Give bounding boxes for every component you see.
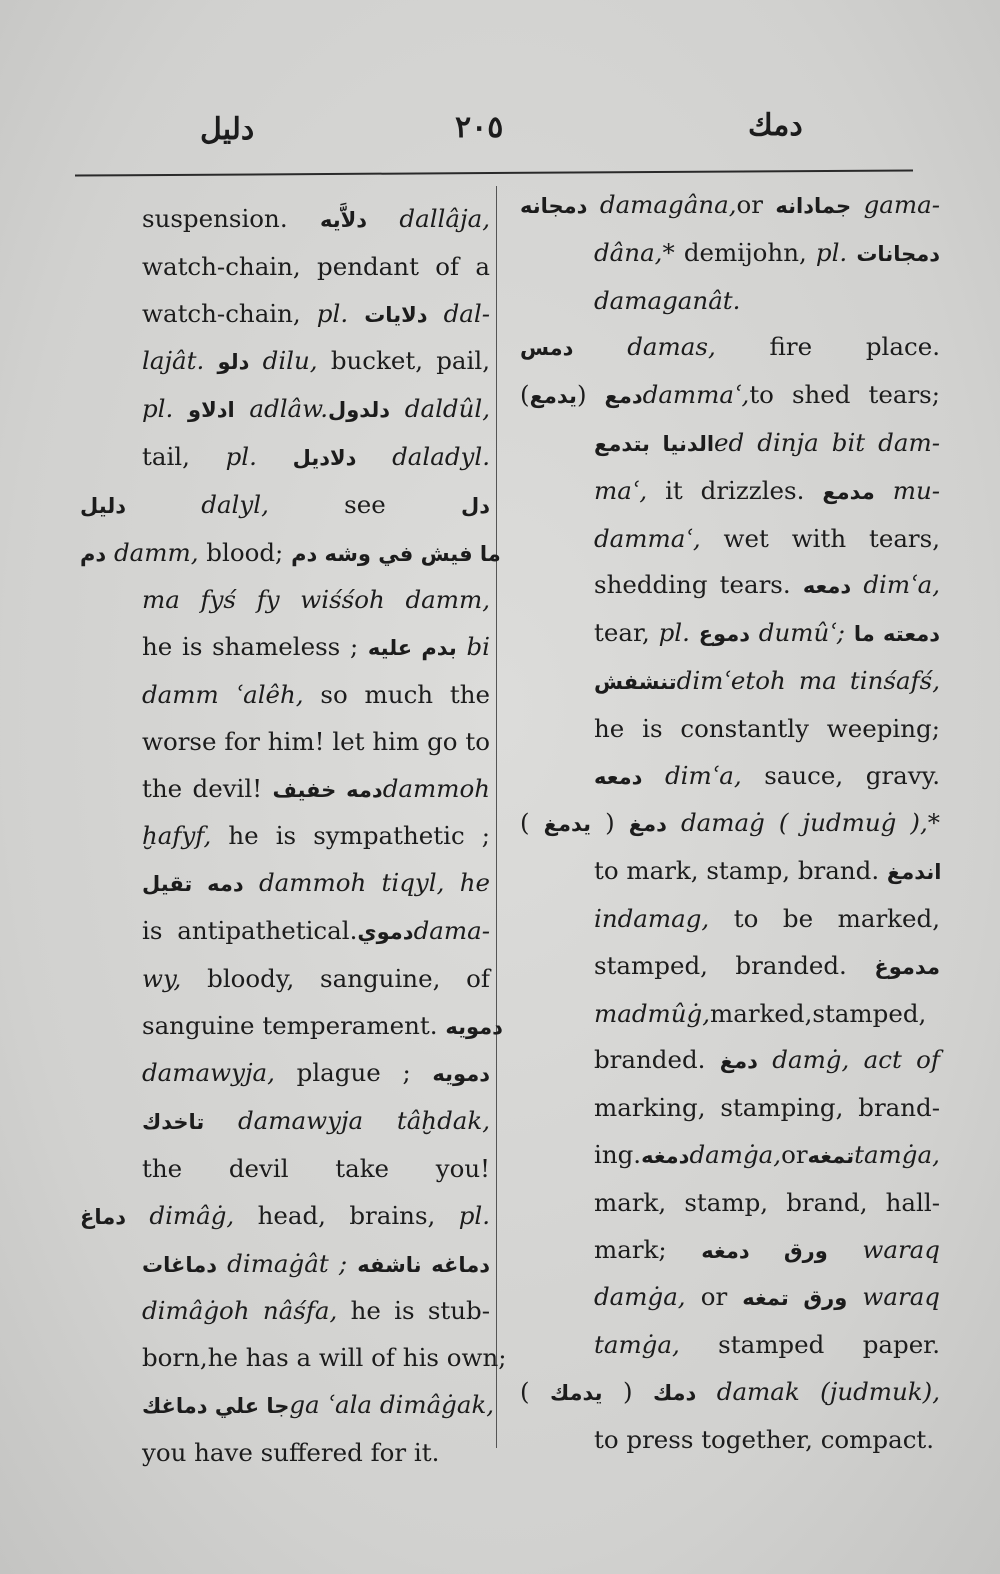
text-segment: tamġa, [854, 1139, 940, 1169]
text-segment: dâna,* [594, 237, 675, 267]
arabic-word: دمجانات [856, 241, 940, 266]
text-segment: damawyja, [142, 1058, 275, 1088]
text-segment: ( [591, 808, 629, 838]
header-left-guide-word: دليل [200, 112, 255, 147]
text-line [520, 420, 940, 468]
text-line [80, 860, 490, 908]
text-segment: ma fyś fy wiśśoh damm, [142, 585, 490, 615]
text-segment: or [685, 1282, 743, 1312]
text-segment: waraq [847, 1282, 940, 1312]
text-segment: sauce, gravy. [741, 760, 940, 790]
text-segment: sanguine temperament. [142, 1010, 446, 1040]
text-segment [204, 346, 217, 375]
text-segment: mu- [874, 475, 940, 505]
text-segment: bloody, sanguine, of [181, 963, 490, 993]
text-segment: indamag, [594, 903, 710, 933]
arabic-word: جمادانه [775, 194, 852, 218]
text-segment: mark; [594, 1234, 702, 1264]
text-segment: pl. [815, 237, 848, 267]
text-segment: mark, stamp, brand, hall- [594, 1187, 940, 1217]
text-line [80, 196, 490, 244]
text-segment: dama- [413, 915, 490, 945]
text-segment: gama- [851, 190, 940, 219]
text-segment: blood; [198, 537, 292, 567]
text-segment: to shed tears; [749, 380, 940, 410]
text-line [80, 577, 490, 624]
text-line [520, 800, 940, 848]
text-segment: he is constantly weeping; [594, 713, 940, 743]
text-line [80, 956, 490, 1003]
arabic-word: ورق تمغه [742, 1286, 848, 1311]
arabic-word: دمويه [445, 1014, 503, 1039]
header-rule [75, 169, 913, 176]
text-segment: dilu, [249, 346, 318, 376]
text-segment: damagâna, [587, 190, 737, 219]
text-segment: dimʿa, [851, 570, 940, 600]
text-line [520, 1322, 940, 1369]
text-segment: dalyl, [125, 489, 269, 519]
text-segment: pl. [658, 618, 690, 648]
text-line [80, 624, 490, 672]
text-segment: born,he has a will of his own; [142, 1343, 507, 1373]
text-segment: ( [602, 1376, 653, 1406]
text-line [520, 278, 940, 325]
text-segment: pl. [142, 394, 174, 424]
text-segment: head, brains, [234, 1200, 459, 1230]
arabic-word: دموي [357, 919, 414, 944]
arabic-word: تمغه [807, 1143, 855, 1168]
text-segment: dimʿa, [642, 760, 742, 790]
text-segment [173, 394, 188, 423]
text-line [520, 1369, 940, 1417]
text-line [80, 1050, 490, 1098]
text-segment: dallâja, [367, 204, 490, 233]
text-segment: tear, [594, 618, 659, 648]
text-line [80, 482, 490, 530]
arabic-word: دليل [80, 493, 126, 518]
text-line [520, 562, 940, 610]
arabic-word: جا علي دماغك [142, 1393, 290, 1418]
arabic-word: تنشفش [594, 669, 677, 694]
text-line [520, 1227, 940, 1275]
arabic-word: دمجانه [520, 194, 588, 218]
text-segment [257, 442, 293, 471]
text-segment: suspension. [142, 204, 320, 233]
arabic-word: مدموغ [874, 954, 940, 979]
text-segment: the devil! [142, 773, 273, 803]
text-segment: ga ʿala dimâġak, [289, 1389, 495, 1419]
text-line [520, 182, 940, 230]
text-segment [690, 618, 699, 647]
arabic-word: دمغ [719, 1049, 758, 1074]
text-line [520, 706, 940, 753]
text-segment: damak (judmuk), [716, 1376, 940, 1406]
arabic-word: دمعه [802, 574, 852, 599]
text-segment: stamped, branded. [594, 950, 875, 980]
arabic-word: يدمغ [543, 812, 592, 837]
arabic-word: يدمك [549, 1380, 603, 1405]
text-segment: you have suffered for it. [142, 1437, 440, 1467]
text-segment: daladyl. [356, 441, 491, 471]
arabic-word: دمك [652, 1380, 697, 1405]
arabic-word: دماغه ناشفه [357, 1252, 490, 1277]
text-segment: watch-chain, [142, 298, 317, 328]
text-line [520, 1274, 940, 1322]
text-segment: act of [849, 1045, 940, 1075]
text-segment: damm ʿalêh, [142, 679, 304, 709]
text-segment: is antipathetical. [142, 915, 358, 945]
text-segment: marked,stamped, [710, 998, 927, 1028]
text-line [520, 230, 940, 278]
arabic-word: ورق دمغه [701, 1238, 828, 1263]
text-segment: so much the [303, 679, 491, 709]
text-segment: watch-chain, pendant of a [142, 251, 490, 281]
right-column [520, 182, 940, 1464]
text-segment: dal- [427, 298, 490, 328]
arabic-word: الدنيا بتدمع [594, 431, 715, 456]
text-line [520, 324, 940, 372]
arabic-word: اندمغ [886, 860, 942, 885]
text-segment: stamped paper. [679, 1330, 940, 1360]
text-line [80, 434, 490, 482]
text-line [80, 1288, 490, 1335]
text-line [80, 1382, 495, 1430]
text-segment: or [781, 1139, 808, 1169]
text-segment: ( [576, 380, 605, 410]
arabic-word: دلو [217, 350, 250, 375]
text-segment: adlâw. [234, 394, 328, 424]
text-line [520, 753, 940, 801]
text-line [80, 1335, 507, 1382]
text-line [80, 719, 490, 766]
text-line [80, 1146, 490, 1193]
text-segment: dimâġoh nâśfa, [142, 1296, 338, 1326]
text-line [520, 1180, 940, 1227]
text-segment: dimâġ, [126, 1200, 235, 1230]
arabic-word: تاخدك [142, 1110, 205, 1135]
text-segment: tamġa, [594, 1330, 680, 1360]
text-segment: bi [456, 632, 490, 662]
header-right-guide-word: دمك [748, 108, 803, 143]
text-segment: damaganât. [594, 285, 741, 315]
text-segment: damawyja tâḫdak, [204, 1106, 490, 1136]
text-line [520, 372, 940, 420]
text-segment: to press together, compact. [594, 1424, 935, 1454]
arabic-word: دمعه [594, 764, 643, 789]
text-segment: pl. [225, 441, 257, 471]
text-segment: ḫafyf, [142, 821, 212, 851]
text-line [520, 1085, 940, 1132]
text-segment: ) [520, 808, 681, 838]
text-segment: ing. [594, 1139, 642, 1169]
arabic-word: دمغه [641, 1143, 690, 1168]
text-line [80, 1003, 503, 1051]
text-segment: fire place. [715, 332, 941, 362]
arabic-word: ادلاو [188, 398, 235, 423]
text-segment: dammaʿ, [594, 523, 701, 553]
text-segment: dimʿetoh ma tinśafś, [676, 665, 940, 695]
text-segment: bucket, pail, [317, 346, 490, 376]
arabic-word: دل [461, 493, 490, 518]
text-segment: branded. [594, 1045, 720, 1075]
text-segment: dimaġât ; [217, 1248, 358, 1278]
text-segment [847, 238, 856, 267]
arabic-word: بدم عليه [367, 636, 457, 661]
text-segment: damas, [573, 332, 716, 362]
text-line [520, 943, 940, 991]
text-line [80, 338, 490, 386]
arabic-word: دمعته ما [853, 622, 940, 647]
text-line [80, 1098, 490, 1146]
text-line [520, 896, 940, 943]
text-segment: he [444, 868, 490, 898]
text-line [80, 813, 490, 860]
text-line [80, 672, 490, 719]
text-line [80, 766, 490, 814]
text-segment: waraq [827, 1234, 940, 1264]
text-segment: the devil take you! [142, 1153, 490, 1183]
text-line [80, 291, 490, 339]
text-segment: lajât. [142, 346, 205, 376]
text-segment: demijohn, [674, 237, 816, 267]
text-line [520, 1417, 940, 1464]
text-segment: maʿ, [594, 475, 648, 505]
text-line [520, 991, 940, 1038]
text-segment: marking, stamping, brand- [594, 1093, 940, 1123]
text-segment: dammoh [382, 773, 490, 803]
text-segment: dammoh tiqyl, [243, 868, 445, 898]
arabic-word: دلدول [328, 398, 391, 423]
text-segment: see [268, 489, 461, 519]
text-segment: ) [520, 1376, 717, 1406]
arabic-word: دلاديل [292, 445, 357, 470]
text-line [520, 468, 940, 516]
text-segment: dammaʿ, [642, 380, 750, 410]
text-line [80, 244, 490, 291]
text-segment: tail, [142, 441, 226, 471]
arabic-word: دمويه [432, 1062, 490, 1087]
text-segment: he is sympathetic ; [211, 821, 490, 851]
text-line [520, 1132, 940, 1180]
arabic-word: دمه تقيل [142, 872, 244, 897]
text-segment: he is stub- [337, 1296, 490, 1326]
arabic-word: دلاَّيه [320, 208, 368, 232]
arabic-word: دم [80, 541, 107, 566]
arabic-word: دمس [520, 336, 574, 361]
text-segment: plague ; [274, 1058, 433, 1088]
text-segment: damm, [106, 537, 199, 567]
text-line [520, 658, 940, 706]
text-line [80, 386, 490, 434]
text-line [80, 1241, 490, 1289]
text-segment: worse for him! let him go to [142, 726, 490, 756]
text-segment: daldûl, [390, 394, 490, 424]
text-segment: damġ, [757, 1045, 850, 1075]
page-header [0, 108, 1000, 158]
text-segment: pl. [458, 1200, 490, 1230]
arabic-word: دماغ [80, 1204, 127, 1229]
text-segment: shedding tears. [594, 570, 803, 600]
text-line [520, 610, 940, 658]
text-segment: or [736, 190, 776, 219]
arabic-word: دماغات [142, 1252, 217, 1277]
arabic-word: يدمع [529, 384, 577, 409]
text-line [80, 1193, 490, 1241]
text-segment: to be marked, [709, 903, 940, 933]
text-segment: damġa, [594, 1282, 686, 1312]
page-number: ٢٠٥ [455, 110, 504, 145]
text-line [80, 908, 490, 956]
left-column [80, 196, 507, 1477]
text-line [520, 516, 940, 563]
arabic-word: دلايات [364, 302, 428, 327]
text-segment [348, 299, 364, 328]
text-line [80, 1430, 490, 1477]
text-segment: damġa, [689, 1139, 782, 1169]
column-divider [496, 186, 497, 1448]
text-segment: wet with tears, [700, 523, 940, 553]
arabic-word: ما فيش في وشه دم [291, 541, 501, 566]
arabic-word: دمه خفيف [272, 777, 383, 802]
text-segment: madmûġ, [594, 998, 711, 1028]
text-segment: damaġ ( judmuġ ),* [681, 808, 940, 838]
arabic-word: دموع [698, 622, 750, 647]
text-line [80, 530, 501, 578]
arabic-word: دمغ [628, 812, 667, 837]
arabic-word: دمع [604, 384, 643, 409]
text-segment: it drizzles. [647, 475, 823, 505]
text-line [520, 848, 940, 896]
text-segment: dumûʿ; [749, 618, 854, 648]
text-segment: he is shameless ; [142, 632, 368, 662]
text-line [520, 1037, 940, 1085]
arabic-word: مدمع [822, 479, 875, 504]
text-segment: pl. [316, 298, 349, 328]
text-segment: wy, [142, 963, 182, 993]
text-segment: ) [520, 380, 530, 410]
text-segment: ed dinja bit dam- [714, 427, 940, 457]
text-segment: to mark, stamp, brand. [594, 856, 887, 886]
